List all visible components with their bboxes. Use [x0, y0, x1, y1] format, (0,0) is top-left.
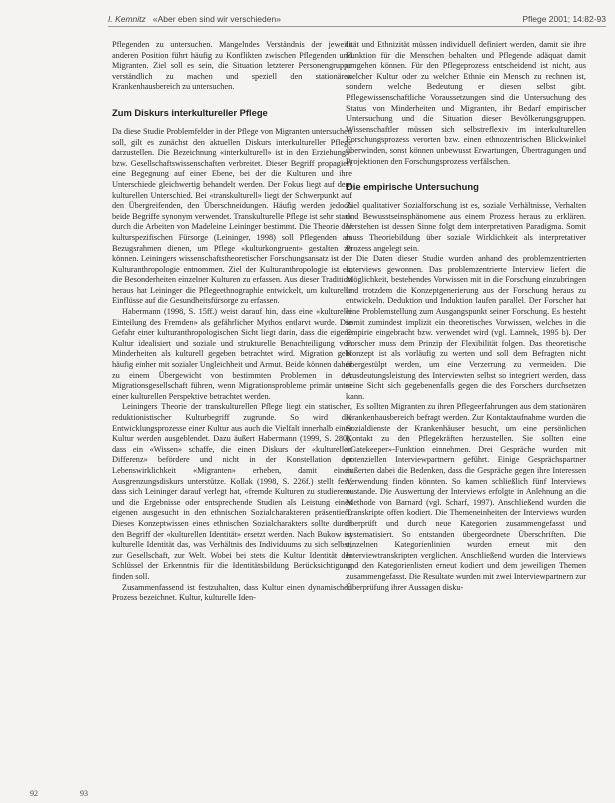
header-title: «Aber eben sind wir verschieden»	[152, 14, 281, 24]
right-paragraph-2: Ziel qualitativer Sozialforschung ist es, soziale Verhältnisse, Verhalten und Bewusstseinsphänomene aus einem Prozess heraus zu erklären. Verstehen ist dessen Sinne folgt dem interpretativen Paradigma. Somit muss Theoriebildung über soziale Wirklichkeit als interpretativer Prozess angelegt sein.	[346, 201, 586, 253]
header-journal: Pflege 2001; 14:82-93	[522, 14, 606, 24]
page-number-right: 93	[80, 789, 88, 798]
left-paragraph-1: Pflegenden zu untersuchen. Mangelndes Verständnis der jeweils anderen Position führt häufig zu Konflikten zwischen Pflegenden und Migranten. Ziel soll es sein, die Situation letzterer Personengruppe verständlich zu machen und speziell den stationären Krankenhausbereich zu untersuchen.	[112, 40, 352, 92]
left-paragraph-3: Habermann (1998, S. 15ff.) weist darauf hin, dass eine «kulturelle Einteilung des Fremden» als gefährlicher Mythos entlarvt wurde. Die Gefahr einer kulturanthropologischen Sicht liegt darin, dass die eigene Kultur idealisiert und soziale und strukturelle Benachteiligung von Minderheiten als kulturell gegeben betrachtet wird. Migration geht häufig einher mit sozialer Ungleichheit und Armut. Beide können daher zu einem Übergewicht von bestimmten Problemen in der Migrationsgesellschaft führen, wenn Migrationsprobleme primär unter einer kulturellen Perspektive betrachtet werden.	[112, 307, 352, 401]
header-left	[108, 14, 281, 24]
left-paragraph-4: Leiningers Theorie der transkulturellen Pflege liegt ein statischer, reduktionistischer Kulturbegriff zugrunde. So wird die Entwicklungsprozesse einer Kultur aus auch die Vielfalt innerhalb einer Kultur werden ausgeblendet. Dazu äußert Habermann (1999, S. 280), dass ein «Wissen» schaffe, die einen Diskurs der «kulturellen Differenz» befördere und nicht in der Konstellation der Lebenswirklichkeit «Migranten» erheben, damit einen Ausgrenzungsdiskurs unterstütze. Kollak (1998, S. 226f.) stellt fest, dass sich Leininger darauf verlegt hat, «fremde Kulturen zu studieren» und die Ergebnisse oder entsprechende Studien als Leistung eines eigenen ausgesucht in den ethnischen Sozialcharakteren präsentiert. Dieses Konzeptwissen eines ethnischen Sozialcharakters sollte durch den Begriff der «kulturellen Identität» ersetzt werden. Nach Bukow ist kulturelle Identität das, was Verhältnis des Individuums zu sich selbst, zur Gesellschaft, zur Welt. Wobei bei stets die Kultur Identität der Schlüssel der Erkenntnis für die Identitätsbildung Berücksichtigung finden soll.	[112, 402, 352, 581]
header-author: I. Kemnitz	[108, 14, 146, 24]
running-header	[108, 14, 606, 27]
left-column	[112, 40, 352, 604]
page-number-left: 92	[30, 789, 38, 798]
section-heading-diskurs: Zum Diskurs interkultureller Pflege	[112, 106, 268, 118]
section-heading-untersuchung: Die empirische Untersuchung	[346, 181, 479, 193]
left-paragraph-2: Da diese Studie Problemfelder in der Pflege von Migranten untersuchen soll, gilt es zunächst den aktuellen Diskurs interkultureller Pflege darzustellen. Die Bezeichnung «interkulturell» ist in den Erziehungs- bzw. Gesellschaftswissenschaften verbreitet. Dieser Begriff propagiert eine Begegnung auf einer Ebene, bei der die Kulturen und ihre Unterschiede gleichwertig behandelt werden. Der Fokus liegt auf dem kulturellen Unterschied. Bei «transkulturell» liegt der Schwerpunkt auf den Übergreifenden, den Überschneidungen. Häufig werden jedoch beide Begriffe synonym verwendet. Transkulturelle Pflege ist sehr stark durch die Arbeiten von Madeleine Leininger bestimmt. Die Theorie der kulturspezifischen Fürsorge (Leininger, 1998) soll Pflegenden als Bezugsrahmen dienen, um Pflege «kulturkongruent» gestalten zu können. Leiningers wissenschaftstheoretischer Forschungsansatz ist der Kulturanthropologie entnommen. Ziel der Kulturanthropologie ist es, die Besonderheiten einzelner Kulturen zu erfassen. Aus dieser Tradition heraus hat Leininger die Pflegeethnographie entwickelt, um kulturelle Einflüsse auf die Gesundheitsfürsorge zu erfassen.	[112, 126, 352, 306]
left-paragraph-5: Zusammenfassend ist festzuhalten, dass Kultur einen dynamischen Prozess bezeichnet. Kultur, kulturelle Iden-	[112, 582, 352, 603]
right-column	[346, 40, 586, 593]
right-paragraph-1: tität und Ethnizität müssen individuell definiert werden, damit sie ihre Funktion für die Menschen behalten und Pflegende adäquat damit umgehen können. Für den Pflegeprozess entscheidend ist nicht, aus welcher Kultur oder zu welcher Ethnie ein Mensch zu rechnen ist, sondern welche Bedeutung er diesen selbst gibt. Pflegewissenschaftliche Voraussetzungen sind die Untersuchung des Status von Minderheiten und Migranten, ihr Bedarf empirischer Untersuchung und die Situation dieser Bevölkerungsgruppen. Wissenschaftler müssen sich selbstreflexiv im interkulturellen Forschungsprozess verorten bzw. einen ethnozentrischen Blickwinkel überwinden, sonst können unbewusst Erwartungen, Übertragungen und Projektionen den Forschungsprozess verfälschen.	[346, 40, 586, 166]
right-paragraph-4: Es sollten Migranten zu ihren Pflegeerfahrungen aus dem stationären Krankenhausbereich befragt werden. Zur Kontaktaufnahme wurden die Sozialdienste der Krankenhäuser besucht, um eine persönlichen Kontakt zu den Pflegekräften herzustellen. Sie sollten eine «Gatekeeper»-Funktion einnehmen. Drei Gespräche wurden mit potenziellen Interviewpartnern geführt. Einige Gesprächspartner äußerten dabei die Bedenken, dass die Gespräche gegen ihre Interessen Verwendung finden könnten. So kamen schließlich fünf Interviews zustande. Die Auswertung der Interviews erfolgte in Anlehnung an die Methode von Barnard (vgl. Scharf, 1997). Anschließend wurden die Transkripte offen kodiert. Die Themeneinheiten der Interviews wurden überprüft und durch neue Kategorien zusammengefasst und systematisiert. So entstanden übergeordnete Überschriften. Die einzelnen Kategorienlinien wurden erneut mit den Interviewtranskripten verglichen. Anschließend wurden die Interviews und den Kategorienlisten erneut kodiert und dem jeweiligen Themen zusammengefasst. Die Resultate wurden mit zwei Interviewpartnern zur Überprüfung ihrer Aussagen disku-	[346, 402, 586, 592]
right-paragraph-3: Die Daten dieser Studie wurden anhand des problemzentrierten Interviews gewonnen. Das problemzentrierte Interview liefert die Möglichkeit, bestehendes Vorwissen mit in die Forschung einzubringen und trotzdem die Konzeptgenerierung aus der Forschung heraus zu entwickeln. Deduktion und Induktion laufen parallel. Der Forscher hat eine Problemstellung zum Ausgangspunkt seiner Forschung. Es besteht somit zumindest implizit ein theoretisches Vorwissen, welches in die Empirie eingebracht bzw. verwendet wird (vgl. Lamnek, 1995 b). Der Forscher muss dem Prinzip der Flexibilität folgen. Das theoretische Konzept ist als vorläufig zu werten und soll dem Befragten nicht übergestülpt werden, um eine Verzerrung zu vermeiden. Die Ausdeutungsleistung des Interviewten selbst so integriert werden, dass seine Sicht sich gegebenenfalls gegen die des Forschers durchsetzen kann.	[346, 254, 586, 401]
